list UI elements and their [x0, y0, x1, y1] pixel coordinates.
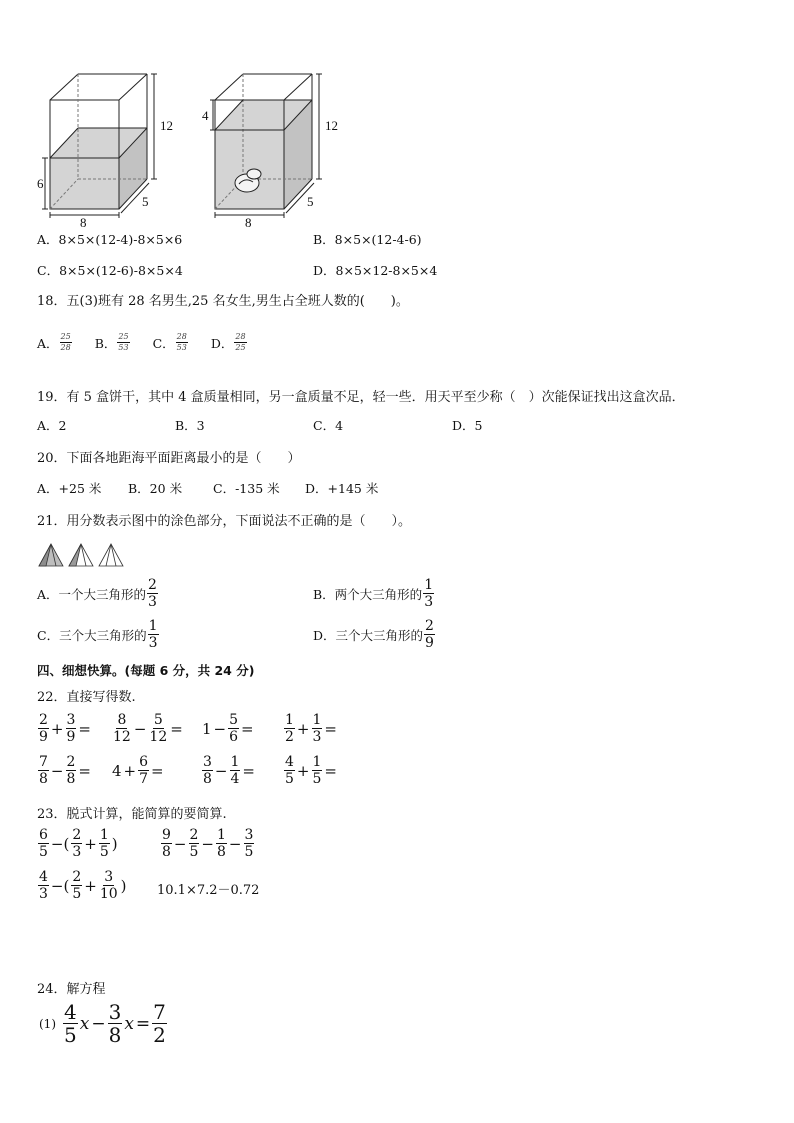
q21-c-num: 1	[148, 618, 158, 634]
equals: =	[242, 761, 255, 780]
part-label: (1)	[39, 1016, 56, 1031]
right-gap-label: 4	[202, 108, 209, 123]
operator: −	[133, 719, 147, 738]
num: 2	[72, 827, 82, 843]
num: 6	[39, 827, 48, 843]
den: 12	[113, 729, 131, 745]
num: 3	[108, 1000, 122, 1024]
q21-option-c[interactable]	[37, 619, 160, 650]
section-heading: 四、细想快算。(每题 6 分，共 24 分)	[37, 663, 255, 678]
den: 8	[39, 771, 48, 787]
den: 10	[99, 886, 118, 902]
q18-c-den: 53	[176, 343, 187, 352]
triangle-2	[69, 544, 93, 566]
q23-expr-3	[37, 870, 128, 901]
q21-option-d-label: D．三个大三角形的	[313, 627, 424, 643]
q20-option-d[interactable]: D．+145 米	[305, 481, 379, 496]
num: 3	[203, 754, 212, 770]
num: 8	[117, 712, 127, 728]
q22-expr-5	[37, 755, 92, 786]
q21-b-den: 3	[424, 594, 434, 610]
operator: +	[84, 876, 97, 895]
den: 3	[72, 844, 82, 860]
num: 1	[312, 712, 322, 728]
q17-option-d[interactable]: D．8×5×12-8×5×4	[313, 263, 438, 278]
q18-option-d[interactable]	[211, 333, 248, 352]
num: 5	[153, 712, 163, 728]
num: 3	[66, 712, 76, 728]
q18-stem: 18．五(3)班有 28 名男生,25 名女生,男生占全班人数的( )。	[37, 294, 409, 309]
q22-expr-6	[111, 755, 165, 786]
equals: =	[78, 719, 91, 738]
right-prism	[202, 74, 338, 230]
left-prism	[37, 74, 173, 230]
den: 2	[153, 1023, 166, 1047]
q21-c-den: 3	[148, 635, 158, 651]
triangle-1	[39, 544, 63, 566]
num: 4	[285, 754, 294, 770]
den: 8	[217, 844, 226, 860]
triangles-figure	[37, 542, 129, 568]
q17-option-a[interactable]: A．8×5×(12-4)-8×5×6	[37, 232, 183, 247]
left-depth-label: 5	[142, 194, 149, 209]
operator: −	[173, 834, 187, 853]
num: 4	[64, 1000, 77, 1024]
right-depth-label: 5	[307, 194, 314, 209]
num: 9	[162, 827, 171, 843]
q23-expr-1	[37, 828, 119, 859]
q19-stem: 19．有 5 盒饼干，其中 4 盒质量相同，另一盒质量不足，轻一些．用天平至少称（ ）次能保证找出这盒次品．	[37, 390, 685, 405]
q20-option-a[interactable]: A．+25 米	[37, 481, 102, 496]
operator: +	[296, 761, 310, 780]
triangle-3	[99, 544, 123, 566]
den: 5	[244, 844, 254, 860]
operator: −	[201, 834, 214, 853]
num: 6	[139, 754, 149, 770]
q18-options	[37, 333, 248, 352]
paren: )	[120, 876, 127, 895]
q18-option-a-label: A．	[37, 335, 59, 351]
q21-option-b[interactable]	[313, 578, 435, 609]
num: 1	[285, 712, 294, 728]
q18-option-a[interactable]	[37, 333, 73, 352]
equals: =	[78, 761, 91, 780]
num: 5	[229, 712, 239, 728]
den: 8	[162, 844, 171, 860]
paren: )	[111, 834, 118, 853]
q20-option-c[interactable]: C．-135 米	[213, 481, 280, 496]
operator: −	[213, 719, 227, 738]
q19-option-d[interactable]: D．5	[452, 418, 483, 433]
num: 1	[99, 827, 109, 843]
den: 4	[230, 771, 240, 787]
den: 2	[285, 729, 294, 745]
q18-option-c[interactable]	[153, 333, 189, 352]
den: 3	[39, 886, 48, 902]
q18-a-num: 25	[60, 332, 71, 341]
num: 2	[189, 827, 199, 843]
operator: −	[228, 834, 242, 853]
q21-option-a[interactable]	[37, 578, 159, 609]
den: 5	[39, 844, 48, 860]
den: 8	[66, 771, 76, 787]
operator: −(	[50, 834, 70, 853]
den: 9	[39, 729, 48, 745]
whole-number: 4	[112, 761, 122, 780]
q23-expr-2	[160, 828, 255, 859]
q24-stem: 24．解方程	[37, 982, 106, 997]
q18-c-num: 28	[176, 332, 187, 341]
q18-option-c-label: C．	[152, 335, 175, 351]
q18-a-den: 28	[60, 343, 71, 352]
num: 1	[312, 754, 322, 770]
q19-option-c[interactable]: C．4	[313, 418, 344, 433]
q23-stem: 23．脱式计算，能简算的要简算.	[37, 807, 227, 822]
equals: =	[170, 719, 183, 738]
operator: +	[84, 834, 97, 853]
q18-option-b[interactable]	[95, 333, 131, 352]
q22-expr-1	[37, 713, 92, 744]
q18-b-den: 53	[118, 343, 129, 352]
q22-stem: 22．直接写得数.	[37, 690, 136, 705]
variable: x	[79, 1013, 90, 1034]
num: 2	[39, 712, 48, 728]
q21-option-b-label: B．两个大三角形的	[313, 586, 423, 602]
num: 4	[39, 869, 48, 885]
equals: =	[151, 761, 164, 780]
q20-option-b[interactable]: B．20 米	[128, 481, 183, 496]
q17-option-b[interactable]: B．8×5×(12-4-6)	[313, 232, 422, 247]
whole-number: 1	[202, 719, 212, 738]
operator: −(	[50, 876, 70, 895]
q18-d-num: 28	[235, 332, 246, 341]
q18-b-num: 25	[118, 332, 129, 341]
q21-stem: 21．用分数表示图中的涂色部分，下面说法不正确的是（ ）。	[37, 514, 412, 529]
operator: +	[123, 761, 137, 780]
den: 12	[149, 729, 168, 745]
q21-a-den: 3	[148, 594, 157, 610]
q21-option-c-label: C．三个大三角形的	[37, 627, 147, 643]
q21-d-num: 2	[425, 618, 434, 634]
den: 5	[64, 1023, 77, 1047]
den: 5	[189, 844, 199, 860]
den: 5	[99, 844, 109, 860]
left-height-label: 12	[160, 118, 173, 133]
operator: +	[50, 719, 64, 738]
num: 1	[230, 754, 240, 770]
q22-expr-4	[283, 713, 338, 744]
equals: =	[324, 719, 337, 738]
num: 2	[66, 754, 76, 770]
q19-option-a[interactable]: A．2	[37, 418, 67, 433]
operator: −	[214, 761, 228, 780]
q22-expr-3	[201, 713, 255, 744]
q22-expr-7	[201, 755, 256, 786]
q18-option-b-label: B．	[94, 335, 117, 351]
num: 3	[104, 869, 114, 885]
q21-option-d[interactable]	[313, 619, 436, 650]
den: 8	[108, 1023, 122, 1047]
left-width-label: 8	[80, 215, 87, 230]
operator: −	[50, 761, 64, 780]
den: 7	[139, 771, 149, 787]
den: 5	[285, 771, 294, 787]
q19-option-b[interactable]: B．3	[175, 418, 205, 433]
q18-option-d-label: D．	[210, 335, 234, 351]
den: 5	[312, 771, 322, 787]
right-width-label: 8	[245, 215, 252, 230]
q21-d-den: 9	[425, 635, 434, 651]
q21-a-num: 2	[148, 577, 157, 593]
den: 8	[203, 771, 212, 787]
q21-option-a-label: A．一个大三角形的	[37, 586, 147, 602]
q17-option-c[interactable]: C．8×5×(12-6)-8×5×4	[37, 263, 183, 278]
den: 3	[312, 729, 322, 745]
q22-expr-8	[283, 755, 338, 786]
equals: =	[135, 1013, 151, 1034]
num: 2	[72, 869, 82, 885]
q18-d-den: 25	[235, 343, 246, 352]
den: 9	[66, 729, 76, 745]
q21-b-num: 1	[424, 577, 434, 593]
den: 5	[72, 886, 82, 902]
prism-figures	[20, 70, 340, 230]
q23-expr-4: 10.1×7.2－0.72	[157, 883, 260, 898]
variable: x	[124, 1013, 134, 1034]
q22-expr-2	[111, 713, 184, 744]
operator: +	[296, 719, 310, 738]
q24-equation-1	[39, 1002, 168, 1045]
right-height-label: 12	[325, 118, 338, 133]
q20-stem: 20．下面各地距海平面距离最小的是（ ）	[37, 451, 301, 466]
equals: =	[324, 761, 337, 780]
num: 3	[244, 827, 254, 843]
num: 1	[217, 827, 226, 843]
equals: =	[241, 719, 254, 738]
den: 6	[229, 729, 239, 745]
num: 7	[39, 754, 48, 770]
num: 7	[153, 1000, 166, 1024]
left-water-label: 6	[37, 176, 44, 191]
operator: −	[91, 1013, 106, 1034]
